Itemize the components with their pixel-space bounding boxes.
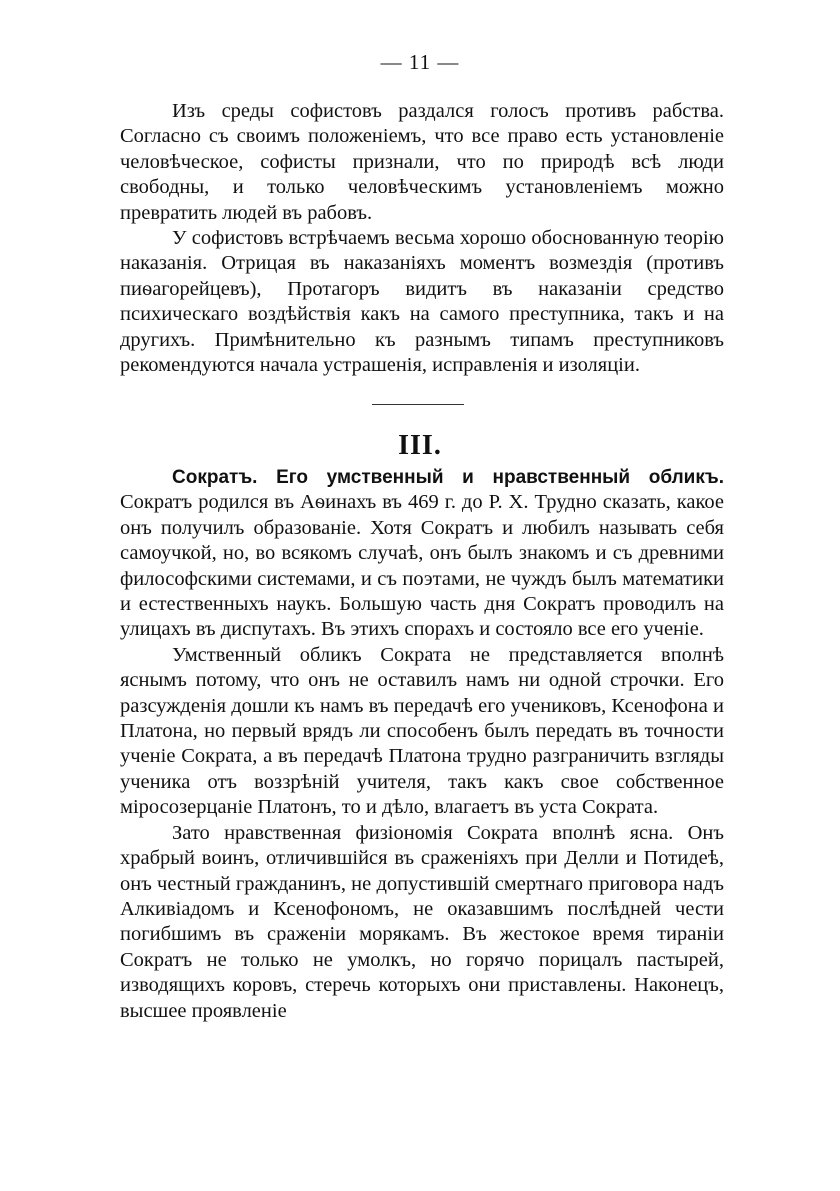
section-text-block — [120, 465, 724, 1024]
paragraph-moral-image: Зато нравственная физіономія Сократа вполнѣ ясна. Онъ храбрый воинъ, отличившійся въ сраженіяхъ при Делли и Потидеѣ, онъ честный гражданинъ, не допустившій смертнаго приговора надъ Алкивіадомъ и Ксенофономъ, не оказавшимъ послѣдней чести погибшимъ въ сраженіи морякамъ. Въ жестокое время тираніи Сократъ не только не умолкъ, но горячо порицалъ пастырей, изводящихъ коровъ, стеречь которыхъ они приставлены. Наконецъ, высшее проявленіе — [120, 821, 724, 1022]
page-number: — 11 — — [380, 50, 460, 74]
paragraph-socrates-intro — [120, 465, 724, 643]
section-separator — [372, 404, 464, 405]
paragraph-sophists-punishment: У софистовъ встрѣчаемъ весьма хорошо обоснованную теорію наказанія. Отрицая въ наказаніяхъ моментъ возмездія (противъ пиѳагорейцевъ), Протагоръ видитъ въ наказаніи средство психическаго воздѣйствія какъ на самого преступника, такъ и на другихъ. Примѣнительно къ разнымъ типамъ преступниковъ рекомендуются начала устрашенія, исправленія и изоляціи. — [120, 227, 724, 377]
paragraph-intellectual-image: Умственный обликъ Сократа не представляется вполнѣ яснымъ потому, что онъ не оставилъ намъ ни одной строчки. Его разсужденія дошли къ намъ въ передачѣ его учениковъ, Ксенофона и Платона, но первый врядъ ли способенъ былъ передать въ точности ученіе Сократа, а въ передачѣ Платона трудно разграничить взгляды ученика отъ воззрѣній учителя, такъ какъ свое собственное міросозерцаніе Платонъ, то и дѣло, влагаетъ въ уста Сократа. — [120, 643, 724, 819]
paragraph-sophists-slavery: Изъ среды софистовъ раздался голосъ противъ рабства. Согласно съ своимъ положеніемъ, что все право есть установленіе человѣческое, софисты признали, что по природѣ всѣ люди свободны, и только человѣческимъ установленіемъ можно превратить людей въ рабовъ. — [120, 100, 724, 224]
section-lead-title: Сократъ. Его умственный и нравственный обликъ. — [172, 467, 724, 488]
paragraph-socrates-intro-text: Сократъ родился въ Аѳинахъ въ 469 г. до Р. Х. Трудно сказать, какое онъ получилъ образованіе. Хотя Сократъ и любилъ называть себя самоучкой, но, во всякомъ случаѣ, онъ былъ знакомъ и съ древними философскими системами, и съ поэтами, не чуждъ былъ математики и естественныхъ наукъ. Большую часть дня Сократъ проводилъ на улицахъ въ диспутахъ. Въ этихъ спорахъ и состояло все его ученіе. — [120, 491, 724, 641]
section-heading: III. — [398, 430, 442, 461]
intro-text-block — [120, 99, 724, 378]
